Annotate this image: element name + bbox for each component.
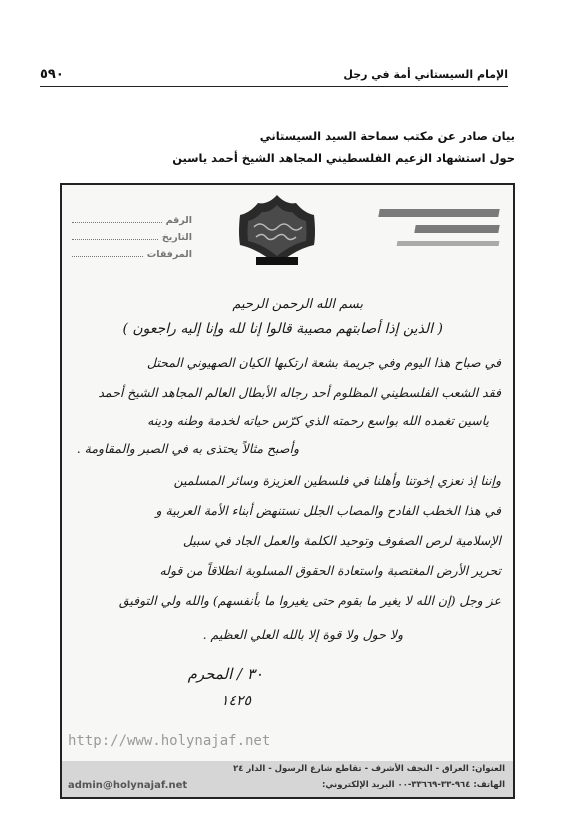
date-field: التاريخ	[72, 226, 192, 243]
footer-address: العنوان: العراق - النجف الأشرف - تقاطع شارع الرسول - الدار ٢٤	[233, 764, 505, 774]
calligraphy-emblem-icon	[234, 193, 320, 267]
body-line: وإننا إذ نعزي إخوتنا وأهلنا في فلسطين العزيزة وسائر المسلمين	[173, 473, 501, 488]
page-number: ٥٩٠	[40, 67, 64, 82]
quranic-verse: ( الذين إذا أصابتهم مصيبة قالوا إنا لله وإنا إليه راجعون )	[122, 321, 443, 337]
body-line: وأصبح مثالاً يحتذى به في الصبر والمقاومة .	[76, 441, 299, 456]
reference-fields	[72, 209, 192, 260]
hijri-year: ١٤٢٥	[220, 693, 251, 709]
caption-line-1: بيان صادر عن مكتب سماحة السيد السيستاني	[259, 129, 515, 143]
body-line: ولا حول ولا قوة إلا بالله العلي العظيم .	[202, 627, 403, 642]
book-title: الإمام السيستاني أمة في رجل	[343, 68, 508, 81]
date-line: ٣٠ / المحرم	[187, 665, 263, 683]
body-line: في هذا الخطب الفادح والمصاب الجلل نستنهض أبناء الأمة العربية و	[155, 503, 501, 518]
attachments-field: المرفقات	[72, 243, 192, 260]
footer-email: admin@holynajaf.net	[68, 780, 188, 791]
body-line: فقد الشعب الفلسطيني المظلوم أحد رجاله الأبطال العالم المجاهد الشيخ أحمد	[98, 385, 501, 400]
office-letterhead	[379, 209, 499, 253]
body-line: عز وجل (إن الله لا يغير ما بقوم حتى يغيروا ما بأنفسهم) والله ولي التوفيق	[118, 593, 501, 608]
body-line: ياسين تغمده الله بواسع رحمته الذي كرّس حياته لخدمة وطنه ودينه	[147, 413, 489, 428]
body-line: الإسلامية لرص الصفوف وتوحيد الكلمة والعمل الجاد في سبيل	[182, 533, 501, 548]
footer-contact: الهاتف: ٩٦٤-٣٣-٣٣٦٦٩-٠٠ البريد الإلكتروني:	[322, 780, 505, 790]
basmala: بسم الله الرحمن الرحيم	[232, 297, 363, 312]
body-line: في صباح هذا اليوم وفي جريمة بشعة ارتكبها الكيان الصهيوني المحتل	[146, 355, 501, 370]
scanned-letter	[60, 183, 515, 799]
watermark-url: http://www.holynajaf.net	[68, 733, 271, 749]
letter-footer	[62, 761, 513, 797]
number-field: الرقم	[72, 209, 192, 226]
page-header	[40, 67, 508, 87]
body-line: تحرير الأرض المغتصبة واستعادة الحقوق المسلوبة انطلاقاً من قوله	[159, 563, 501, 578]
caption-line-2: حول استشهاد الزعيم الفلسطيني المجاهد الشيخ أحمد ياسين	[172, 151, 515, 165]
